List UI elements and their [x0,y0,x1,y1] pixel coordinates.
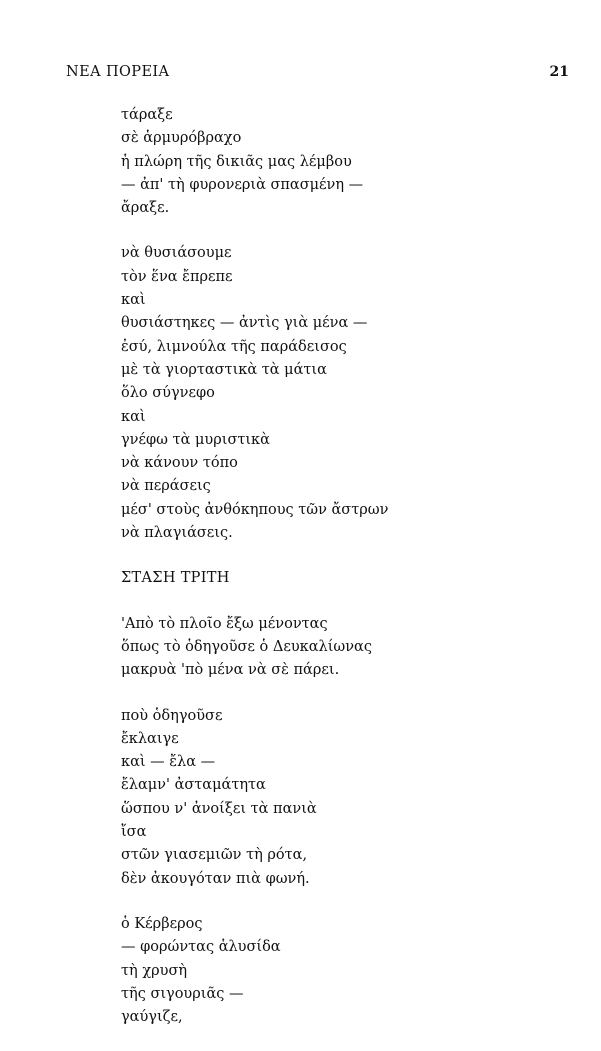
running-title: ΝΕΑ ΠΟΡΕΙΑ [66,64,170,80]
poem-line: τῆς σιγουριᾶς — [121,985,244,1002]
poem-line: καὶ [121,408,146,425]
stanza-2 [121,242,571,545]
stanza-4 [121,705,571,891]
poem-line: 'Απὸ τὸ πλοῖο ἔξω μένοντας [121,615,328,632]
poem-line: μὲ τὰ γιορταστικὰ τὰ μάτια [121,361,327,378]
poem-line: ἐσύ, λιμνούλα τῆς παράδεισος [121,338,347,355]
poem-line: — φορώντας ἁλυσίδα [121,939,281,956]
poem-line: τὴ χρυσὴ [121,962,188,979]
poem-line: νὰ κάνουν τόπο [121,455,238,472]
poem-line: νὰ πλαγιάσεις. [121,525,233,542]
poem-line: θυσιάστηκες — ἀντὶς γιὰ μένα — [121,315,368,332]
poem-line: — ἀπ' τὴ φυρονεριὰ σπασμένη — [121,176,364,193]
poem-line: γαύγιζε, [121,1009,183,1026]
poem-line: νὰ θυσιάσουμε [121,245,232,262]
poem-line: τὸν ἕνα ἔπρεπε [121,268,233,285]
poem-line: ἔκλαιγε [121,730,179,747]
poem-line: ἴσα [121,824,147,841]
poem-line: στῶν γιασεμιῶν τὴ ρότα, [121,847,308,864]
poem-line: ποὺ ὁδηγοῦσε [121,707,223,724]
poem-line: δὲν ἀκουγόταν πιὰ φωνή. [121,870,310,887]
poem-line: ὅπως τὸ ὁδηγοῦσε ὁ Δευκαλίωνας [121,638,372,655]
poem-line: τάραξε [121,107,173,123]
poem-line: ὁ Κέρβερος [121,915,203,932]
poem-line: μακρυὰ 'πὸ μένα νὰ σὲ πάρει. [121,662,340,679]
poem-line: ἔλαμν' ἀσταμάτητα [121,777,266,794]
poem-line: γνέφω τὰ μυριστικὰ [121,431,270,448]
poem-line: ἄραξε. [121,200,170,217]
poem-line: καὶ — ἔλα — [121,754,216,771]
page-number: 21 [549,64,569,80]
stanza-1 [121,104,571,220]
poem-line: ἡ πλώρη τῆς δικιᾶς μας λέμβου [121,153,352,170]
poem-line: ὅλο σύγνεφο [121,385,215,402]
section-heading: ΣΤΑΣΗ ΤΡΙΤΗ [121,570,230,587]
poem-line: καὶ [121,292,146,309]
stanza-5 [121,913,571,1029]
poem-body [121,104,571,1051]
poem-line: μέσ' στοὺς ἀνθόκηπους τῶν ἄστρων [121,501,389,518]
poem-line: νὰ περάσεις [121,478,211,495]
stanza-3 [121,613,571,683]
poem-line: σὲ ἁρμυρόβραχο [121,130,242,147]
poem-line: ὥσπου ν' ἀνοίξει τὰ πανιὰ [121,800,317,817]
